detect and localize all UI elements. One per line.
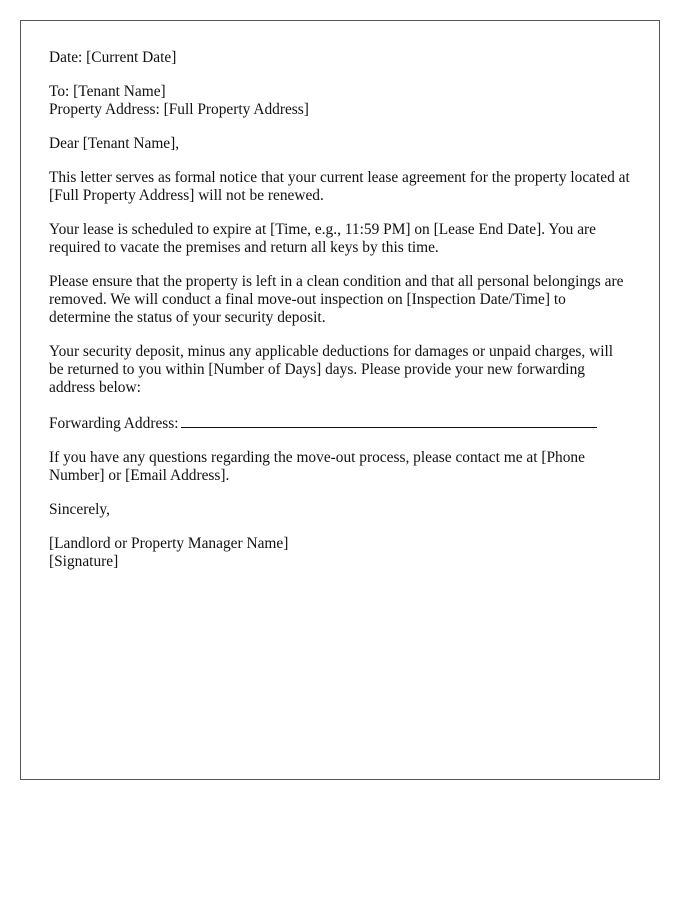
date-line: Date: [Current Date] <box>49 49 177 66</box>
letter-document <box>20 20 660 780</box>
closing: Sincerely, <box>49 501 110 518</box>
signature-block <box>49 535 631 571</box>
signature-placeholder: [Signature] <box>49 553 119 570</box>
paragraph-inspection: Please ensure that the property is left in a clean condition and that all personal belongings are removed. We will conduct a final move-out inspection on [Inspection Date/Time] to determine the status of your security deposit. <box>49 273 624 326</box>
salutation: Dear [Tenant Name], <box>49 135 180 152</box>
paragraph-contact: If you have any questions regarding the move-out process, please contact me at [Phone Number] or [Email Address]. <box>49 449 585 484</box>
property-address-line: Property Address: [Full Property Address] <box>49 101 309 118</box>
forwarding-address-row <box>49 413 631 433</box>
paragraph-lease-expiry: Your lease is scheduled to expire at [Time, e.g., 11:59 PM] on [Lease End Date]. You are required to vacate the premises and return all keys by this time. <box>49 221 596 256</box>
recipient-line: To: [Tenant Name] <box>49 83 166 100</box>
recipient-block <box>49 83 631 119</box>
paragraph-non-renewal: This letter serves as formal notice that your current lease agreement for the property located at [Full Property Address] will not be renewed. <box>49 169 630 204</box>
paragraph-security-deposit: Your security deposit, minus any applicable deductions for damages or unpaid charges, will be returned to you within [Number of Days] days. Please provide your new forwarding address below: <box>49 343 614 396</box>
forwarding-address-blank <box>181 413 597 428</box>
signer-name: [Landlord or Property Manager Name] <box>49 535 289 552</box>
forwarding-address-label: Forwarding Address: <box>49 415 179 432</box>
